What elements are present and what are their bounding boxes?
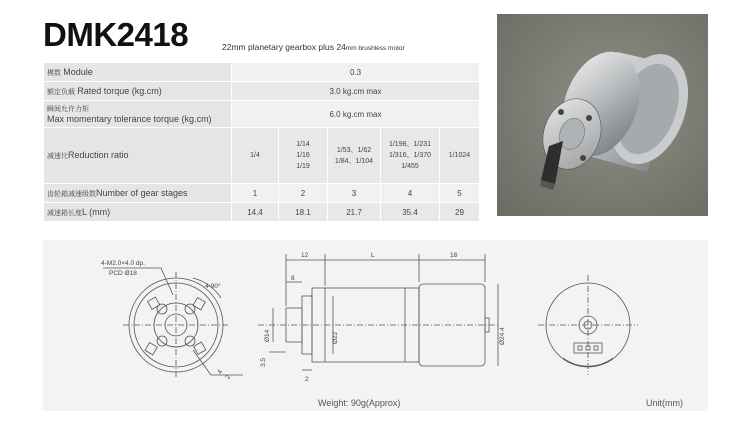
length-value: 18.1: [279, 203, 328, 222]
product-subtitle: [222, 42, 405, 52]
front-view: [103, 268, 243, 378]
row-length: [44, 203, 480, 222]
length-value: 29: [440, 203, 480, 222]
gear-stage-value: 1: [232, 184, 279, 203]
product-photo: [497, 14, 708, 216]
reduction-col-5: 1/1024: [440, 128, 480, 184]
gear-stage-value: 5: [440, 184, 480, 203]
dim-4: 4: [216, 368, 225, 376]
dim-2b: 2: [224, 373, 233, 381]
rated-torque-label: 额定负载 Rated torque (kg.cm): [44, 82, 232, 101]
product-title: DMK2418: [43, 16, 189, 53]
reduction-col-1: 1/4: [232, 128, 279, 184]
row-reduction: [44, 128, 480, 184]
rear-view: [538, 275, 638, 375]
subtitle-small: mm brushless motor: [345, 45, 405, 52]
reduction-col-2: 1/14 1/16 1/19: [279, 128, 328, 184]
dim-8: 8: [291, 275, 295, 282]
length-value: 35.4: [381, 203, 440, 222]
gear-stage-value: 4: [381, 184, 440, 203]
max-torque-value: 6.0 kg.cm max: [232, 101, 480, 128]
rated-torque-value: 3.0 kg.cm max: [232, 82, 480, 101]
module-label: 模数 Module: [44, 63, 232, 82]
row-gear-stages: [44, 184, 480, 203]
dim-d14: Ø14: [264, 329, 271, 342]
gear-stage-value: 3: [328, 184, 381, 203]
max-torque-label: 瞬间允许力矩 Max momentary tolerance torque (kg.cm): [44, 101, 232, 128]
dim-L: L: [371, 252, 375, 259]
reduction-col-3: 1/53、1/62 1/84、1/104: [328, 128, 381, 184]
subtitle-main: 22mm planetary gearbox plus 24: [222, 42, 346, 52]
gear-stages-label: 齿轮箱减速级数Number of gear stages: [44, 184, 232, 203]
length-label: 减速箱长度L (mm): [44, 203, 232, 222]
reduction-label: 减速比Reduction ratio: [44, 128, 232, 184]
technical-drawing: [43, 240, 708, 411]
spec-table: [43, 62, 480, 222]
dim-d244: Ø24.4: [499, 327, 506, 345]
length-value: 21.7: [328, 203, 381, 222]
weight-note: Weight: 90g(Approx): [318, 398, 401, 408]
unit-note: Unit(mm): [646, 398, 683, 408]
dim-angle: 4-90°: [205, 283, 221, 290]
reduction-col-4: 1/198、1/231 1/316、1/370 1/455: [381, 128, 440, 184]
module-value: 0.3: [232, 63, 480, 82]
dim-d22: Ø22: [332, 331, 339, 344]
gear-stage-value: 2: [279, 184, 328, 203]
dim-35: 3.5: [260, 357, 267, 367]
dim-18: 18: [450, 252, 458, 259]
dim-2: 2: [305, 376, 309, 383]
dimension-drawing: [43, 240, 708, 411]
side-view: [258, 254, 498, 370]
row-module: [44, 63, 480, 82]
dim-holes: 4-M2.0×4.0 dp.: [101, 260, 145, 267]
motor-illustration: [497, 14, 708, 216]
dimension-labels: [101, 252, 506, 383]
dim-12: 12: [301, 252, 309, 259]
length-value: 14.4: [232, 203, 279, 222]
row-max-torque: [44, 101, 480, 128]
row-rated-torque: [44, 82, 480, 101]
dim-pcd: PCD Ø18: [109, 270, 137, 277]
